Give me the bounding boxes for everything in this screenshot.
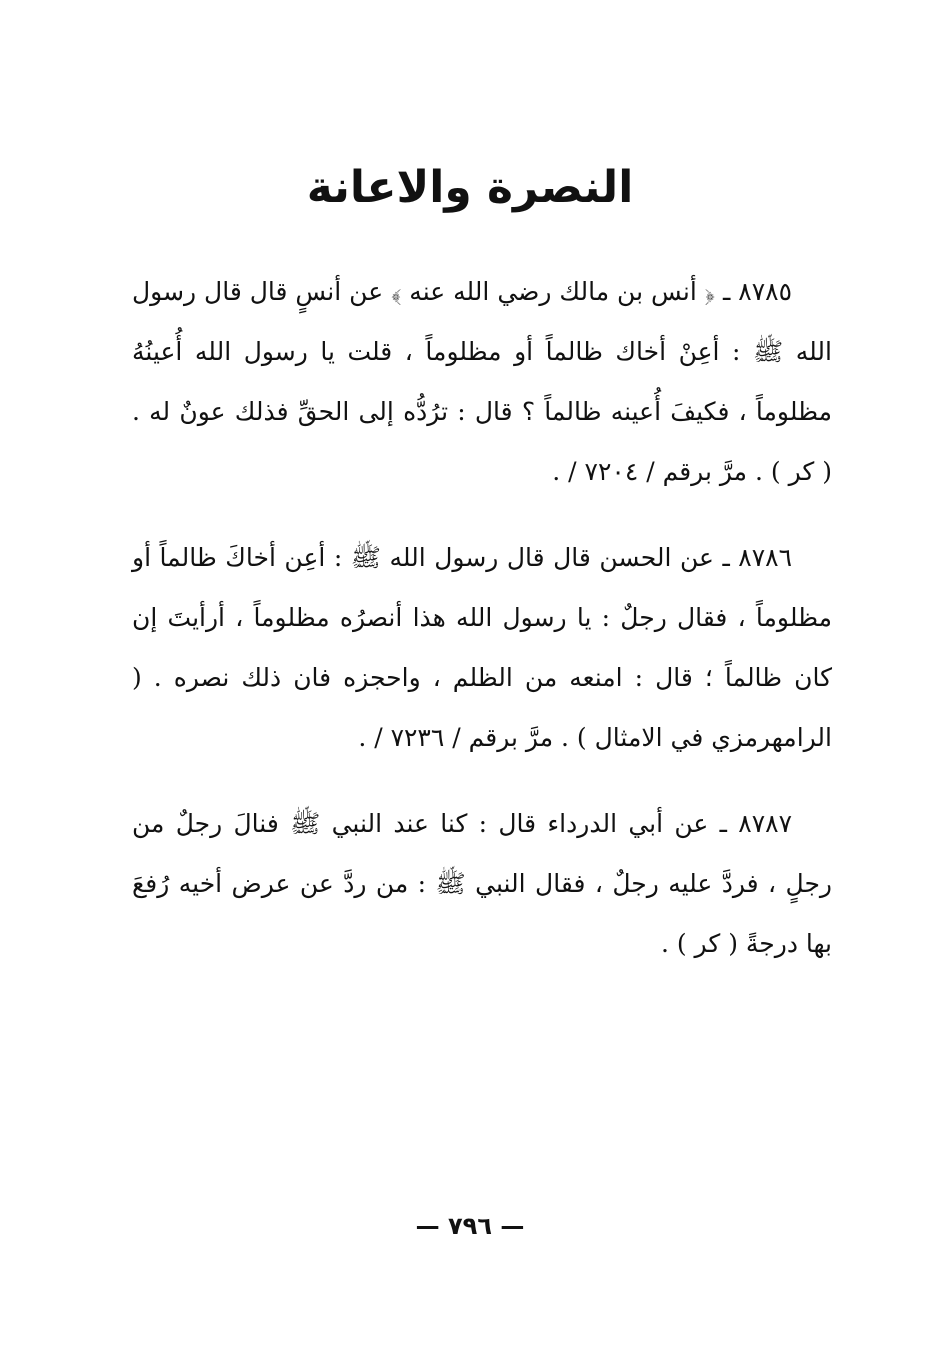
page-number: — ٧٩٦ — (415, 1212, 525, 1240)
hadith-entry-8787 (132, 794, 832, 974)
hadith-number: ٨٧٨٦ ـ (722, 543, 793, 572)
hadith-number: ٨٧٨٥ ـ (723, 277, 792, 306)
hadith-list (132, 262, 832, 1000)
hadith-text: عن أبي الدرداء قال : كنا عند النبي ﷺ فنالَ رجلٌ من رجلٍ ، فردَّ عليه رجلٌ ، فقال النبي ﷺ : من ردَّ عن عرض أخيه رُفعَ بها درجةً ( كر ) . (132, 809, 832, 958)
hadith-text: عن الحسن قال قال رسول الله ﷺ : أعِن أخاكَ ظالماً أو مظلوماً ، فقال رجلٌ : يا رسول الله هذا أنصرُه مظلوماً ، أرأيتَ إن كان ظالماً ؛ قال : امنعه من الظلم ، واحجزه فان ذلك نصره . ( الرامهرمزي في الامثال ) . مرَّ برقم / ٧٢٣٦ / . (132, 543, 832, 752)
hadith-number: ٨٧٨٧ ـ (719, 809, 792, 838)
chapter-title: النصرة والاعانة (306, 162, 634, 213)
hadith-text: ﴿ أنس بن مالك رضي الله عنه ﴾ عن أنسٍ قال قال رسول الله ﷺ : أعِنْ أخاك ظالماً أو مظلوماً ، قلت يا رسول الله أُعينُهُ مظلوماً ، فكيفَ أُعينه ظالماً ؟ قال : ترُدُّه إلى الحقِّ فذلك عونٌ له . ( كر ) . مرَّ برقم / ٧٢٠٤ / . (132, 277, 832, 486)
hadith-entry-8786 (132, 528, 832, 768)
hadith-entry-8785 (132, 262, 832, 502)
